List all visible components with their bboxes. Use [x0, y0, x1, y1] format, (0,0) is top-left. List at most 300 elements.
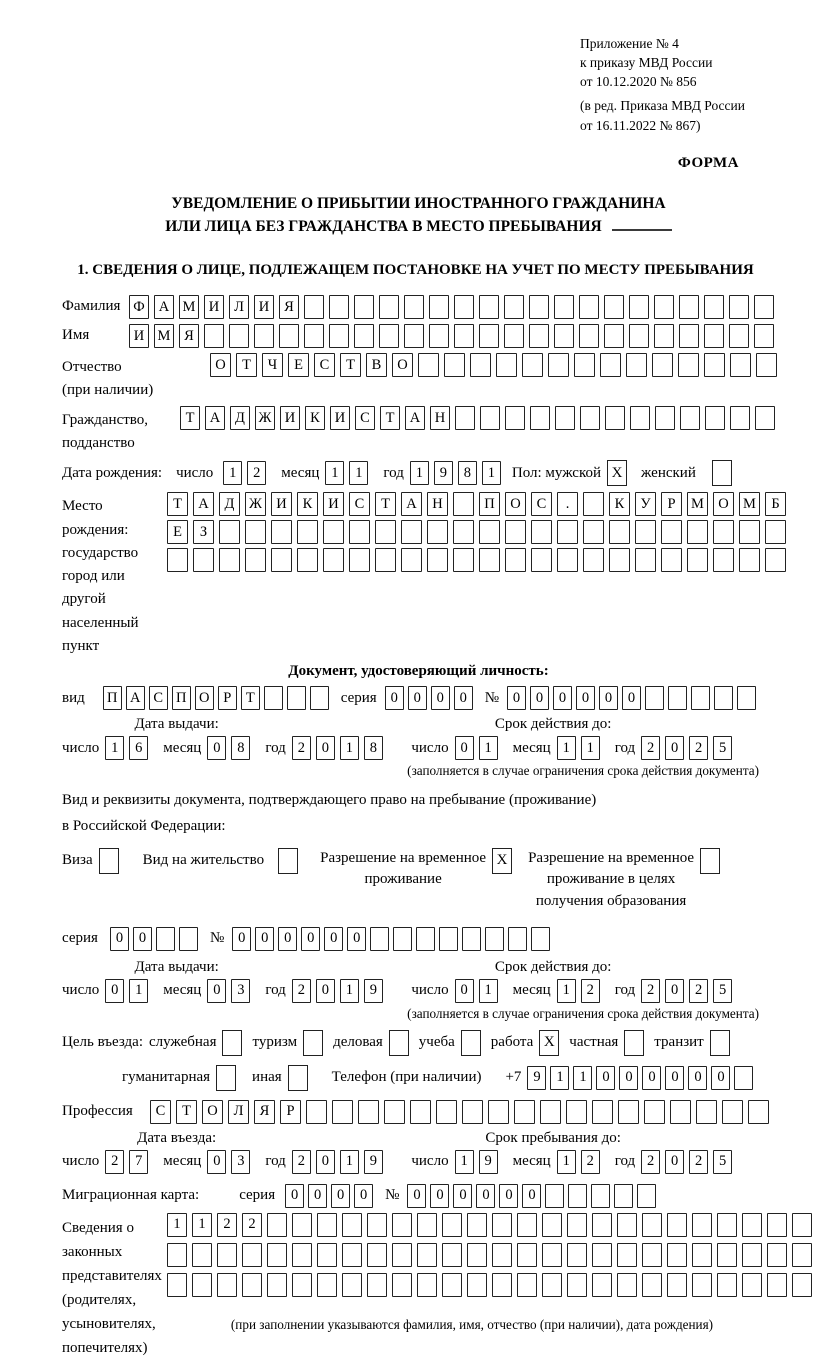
char-box[interactable]: Н — [430, 406, 450, 430]
char-box[interactable] — [467, 1243, 487, 1267]
char-box[interactable]: С — [149, 686, 168, 710]
char-box[interactable] — [292, 1273, 312, 1297]
char-box[interactable] — [642, 1213, 662, 1237]
purpose-tourism-checkbox[interactable] — [303, 1030, 323, 1056]
char-box[interactable]: М — [739, 492, 760, 516]
char-box[interactable] — [323, 548, 344, 572]
char-box[interactable]: 2 — [105, 1150, 124, 1174]
char-box[interactable] — [696, 1100, 717, 1124]
male-checkbox[interactable]: X — [607, 460, 627, 486]
char-box[interactable] — [317, 1243, 337, 1267]
char-box[interactable] — [635, 520, 656, 544]
char-box[interactable] — [600, 353, 621, 377]
char-box[interactable]: 0 — [316, 736, 335, 760]
char-box[interactable]: 0 — [454, 686, 473, 710]
char-box[interactable]: К — [297, 492, 318, 516]
char-box[interactable]: У — [635, 492, 656, 516]
char-box[interactable]: 1 — [340, 736, 359, 760]
char-box[interactable] — [568, 1184, 587, 1208]
char-box[interactable]: 9 — [364, 979, 383, 1003]
char-box[interactable] — [592, 1273, 612, 1297]
char-box[interactable] — [754, 295, 774, 319]
char-box[interactable] — [354, 324, 374, 348]
char-box[interactable]: 2 — [581, 1150, 600, 1174]
char-box[interactable]: 1 — [581, 736, 600, 760]
char-box[interactable]: А — [401, 492, 422, 516]
char-box[interactable] — [554, 324, 574, 348]
char-box[interactable] — [479, 295, 499, 319]
char-box[interactable] — [517, 1243, 537, 1267]
char-box[interactable]: 0 — [105, 979, 124, 1003]
char-box[interactable] — [453, 492, 474, 516]
char-box[interactable] — [375, 520, 396, 544]
char-box[interactable] — [557, 548, 578, 572]
char-box[interactable] — [531, 548, 552, 572]
char-box[interactable] — [292, 1243, 312, 1267]
char-box[interactable] — [617, 1273, 637, 1297]
char-box[interactable]: А — [193, 492, 214, 516]
char-box[interactable]: 2 — [247, 461, 266, 485]
char-box[interactable]: 0 — [499, 1184, 518, 1208]
purpose-work-checkbox[interactable]: X — [539, 1030, 559, 1056]
char-box[interactable]: 3 — [231, 1150, 250, 1174]
char-box[interactable]: 1 — [479, 736, 498, 760]
char-box[interactable]: 0 — [308, 1184, 327, 1208]
char-box[interactable] — [742, 1273, 762, 1297]
char-box[interactable] — [304, 324, 324, 348]
char-box[interactable]: 1 — [410, 461, 429, 485]
char-box[interactable] — [531, 520, 552, 544]
char-box[interactable] — [358, 1100, 379, 1124]
char-box[interactable] — [679, 324, 699, 348]
char-box[interactable] — [730, 406, 750, 430]
char-box[interactable] — [579, 295, 599, 319]
char-box[interactable] — [742, 1213, 762, 1237]
char-box[interactable]: 0 — [530, 686, 549, 710]
char-box[interactable] — [540, 1100, 561, 1124]
char-box[interactable] — [767, 1213, 787, 1237]
char-box[interactable] — [329, 324, 349, 348]
char-box[interactable] — [485, 927, 504, 951]
char-box[interactable] — [645, 686, 664, 710]
char-box[interactable] — [271, 520, 292, 544]
char-box[interactable] — [245, 520, 266, 544]
char-box[interactable]: 0 — [354, 1184, 373, 1208]
char-box[interactable] — [504, 295, 524, 319]
char-box[interactable]: 0 — [324, 927, 343, 951]
char-box[interactable] — [467, 1213, 487, 1237]
char-box[interactable] — [692, 1213, 712, 1237]
char-box[interactable]: 9 — [364, 1150, 383, 1174]
char-box[interactable]: 1 — [223, 461, 242, 485]
char-box[interactable]: 1 — [482, 461, 501, 485]
char-box[interactable] — [329, 295, 349, 319]
char-box[interactable] — [754, 324, 774, 348]
char-box[interactable] — [670, 1100, 691, 1124]
char-box[interactable]: 0 — [476, 1184, 495, 1208]
char-box[interactable] — [193, 548, 214, 572]
char-box[interactable]: 0 — [430, 1184, 449, 1208]
char-box[interactable] — [713, 548, 734, 572]
char-box[interactable] — [479, 520, 500, 544]
char-box[interactable] — [667, 1273, 687, 1297]
char-box[interactable] — [267, 1243, 287, 1267]
char-box[interactable]: М — [154, 324, 174, 348]
purpose-business-checkbox[interactable] — [389, 1030, 409, 1056]
char-box[interactable]: Е — [167, 520, 188, 544]
char-box[interactable]: Л — [228, 1100, 249, 1124]
char-box[interactable]: Б — [765, 492, 786, 516]
char-box[interactable] — [404, 295, 424, 319]
char-box[interactable] — [617, 1243, 637, 1267]
char-box[interactable] — [691, 686, 710, 710]
char-box[interactable] — [167, 1243, 187, 1267]
char-box[interactable]: 0 — [522, 1184, 541, 1208]
char-box[interactable]: 0 — [596, 1066, 615, 1090]
char-box[interactable] — [583, 492, 604, 516]
char-box[interactable] — [755, 406, 775, 430]
char-box[interactable]: 8 — [231, 736, 250, 760]
char-box[interactable]: 6 — [129, 736, 148, 760]
char-box[interactable] — [737, 686, 756, 710]
char-box[interactable] — [605, 406, 625, 430]
char-box[interactable] — [317, 1273, 337, 1297]
char-box[interactable] — [442, 1213, 462, 1237]
char-box[interactable] — [392, 1213, 412, 1237]
char-box[interactable] — [717, 1213, 737, 1237]
char-box[interactable]: П — [103, 686, 122, 710]
char-box[interactable] — [306, 1100, 327, 1124]
char-box[interactable] — [267, 1213, 287, 1237]
char-box[interactable] — [678, 353, 699, 377]
char-box[interactable] — [705, 406, 725, 430]
char-box[interactable] — [609, 520, 630, 544]
char-box[interactable]: Я — [254, 1100, 275, 1124]
purpose-other-checkbox[interactable] — [288, 1065, 308, 1091]
char-box[interactable] — [604, 295, 624, 319]
char-box[interactable] — [668, 686, 687, 710]
char-box[interactable]: 9 — [434, 461, 453, 485]
char-box[interactable] — [219, 548, 240, 572]
char-box[interactable] — [591, 1184, 610, 1208]
char-box[interactable]: 0 — [207, 1150, 226, 1174]
char-box[interactable] — [167, 548, 188, 572]
char-box[interactable]: 1 — [573, 1066, 592, 1090]
char-box[interactable] — [417, 1243, 437, 1267]
purpose-study-checkbox[interactable] — [461, 1030, 481, 1056]
char-box[interactable]: П — [172, 686, 191, 710]
char-box[interactable] — [729, 295, 749, 319]
char-box[interactable]: 1 — [105, 736, 124, 760]
char-box[interactable]: С — [349, 492, 370, 516]
char-box[interactable]: О — [505, 492, 526, 516]
char-box[interactable] — [404, 324, 424, 348]
char-box[interactable]: И — [129, 324, 149, 348]
char-box[interactable] — [554, 295, 574, 319]
char-box[interactable] — [542, 1213, 562, 1237]
char-box[interactable] — [630, 406, 650, 430]
char-box[interactable]: 1 — [325, 461, 344, 485]
char-box[interactable]: 1 — [349, 461, 368, 485]
female-checkbox[interactable] — [712, 460, 732, 486]
char-box[interactable]: А — [126, 686, 145, 710]
char-box[interactable]: Ф — [129, 295, 149, 319]
char-box[interactable]: 0 — [507, 686, 526, 710]
char-box[interactable]: 0 — [278, 927, 297, 951]
char-box[interactable] — [393, 927, 412, 951]
char-box[interactable] — [522, 353, 543, 377]
char-box[interactable]: А — [154, 295, 174, 319]
char-box[interactable] — [629, 295, 649, 319]
char-box[interactable] — [379, 324, 399, 348]
char-box[interactable]: М — [179, 295, 199, 319]
char-box[interactable] — [667, 1243, 687, 1267]
char-box[interactable] — [342, 1243, 362, 1267]
char-box[interactable] — [542, 1243, 562, 1267]
char-box[interactable] — [429, 295, 449, 319]
char-box[interactable]: О — [392, 353, 413, 377]
char-box[interactable] — [505, 520, 526, 544]
char-box[interactable] — [765, 548, 786, 572]
char-box[interactable]: 1 — [455, 1150, 474, 1174]
char-box[interactable] — [792, 1273, 812, 1297]
char-box[interactable]: 0 — [453, 1184, 472, 1208]
char-box[interactable]: 0 — [347, 927, 366, 951]
char-box[interactable] — [264, 686, 283, 710]
char-box[interactable]: 1 — [557, 736, 576, 760]
char-box[interactable] — [583, 520, 604, 544]
char-box[interactable] — [392, 1243, 412, 1267]
char-box[interactable]: 0 — [455, 979, 474, 1003]
char-box[interactable] — [401, 520, 422, 544]
char-box[interactable]: 0 — [207, 979, 226, 1003]
char-box[interactable] — [167, 1273, 187, 1297]
char-box[interactable] — [384, 1100, 405, 1124]
char-box[interactable] — [661, 548, 682, 572]
char-box[interactable] — [583, 548, 604, 572]
char-box[interactable] — [667, 1213, 687, 1237]
char-box[interactable] — [242, 1273, 262, 1297]
char-box[interactable]: 5 — [713, 1150, 732, 1174]
char-box[interactable]: 0 — [711, 1066, 730, 1090]
char-box[interactable]: . — [557, 492, 578, 516]
char-box[interactable] — [349, 548, 370, 572]
char-box[interactable] — [462, 1100, 483, 1124]
char-box[interactable] — [635, 548, 656, 572]
char-box[interactable] — [765, 520, 786, 544]
char-box[interactable] — [219, 520, 240, 544]
char-box[interactable] — [354, 295, 374, 319]
char-box[interactable] — [652, 353, 673, 377]
char-box[interactable]: 2 — [292, 736, 311, 760]
char-box[interactable] — [439, 927, 458, 951]
char-box[interactable] — [717, 1243, 737, 1267]
char-box[interactable] — [687, 548, 708, 572]
char-box[interactable] — [204, 324, 224, 348]
char-box[interactable]: Ж — [245, 492, 266, 516]
char-box[interactable]: 2 — [292, 979, 311, 1003]
char-box[interactable] — [654, 324, 674, 348]
char-box[interactable]: 9 — [527, 1066, 546, 1090]
char-box[interactable]: 2 — [689, 1150, 708, 1174]
char-box[interactable] — [580, 406, 600, 430]
char-box[interactable]: 0 — [665, 1150, 684, 1174]
char-box[interactable]: Н — [427, 492, 448, 516]
char-box[interactable]: Т — [176, 1100, 197, 1124]
char-box[interactable]: С — [150, 1100, 171, 1124]
char-box[interactable] — [427, 548, 448, 572]
char-box[interactable] — [279, 324, 299, 348]
char-box[interactable] — [592, 1243, 612, 1267]
char-box[interactable]: 8 — [364, 736, 383, 760]
char-box[interactable]: 9 — [479, 1150, 498, 1174]
char-box[interactable] — [367, 1273, 387, 1297]
char-box[interactable] — [418, 353, 439, 377]
char-box[interactable] — [455, 406, 475, 430]
char-box[interactable] — [655, 406, 675, 430]
char-box[interactable] — [722, 1100, 743, 1124]
char-box[interactable]: 0 — [316, 1150, 335, 1174]
char-box[interactable] — [287, 686, 306, 710]
char-box[interactable] — [401, 548, 422, 572]
char-box[interactable]: П — [479, 492, 500, 516]
char-box[interactable] — [453, 548, 474, 572]
char-box[interactable]: 1 — [192, 1213, 212, 1237]
char-box[interactable] — [192, 1243, 212, 1267]
char-box[interactable]: Л — [229, 295, 249, 319]
char-box[interactable] — [567, 1213, 587, 1237]
char-box[interactable]: 1 — [557, 1150, 576, 1174]
char-box[interactable] — [417, 1213, 437, 1237]
char-box[interactable] — [692, 1243, 712, 1267]
char-box[interactable] — [217, 1273, 237, 1297]
char-box[interactable] — [567, 1243, 587, 1267]
purpose-official-checkbox[interactable] — [222, 1030, 242, 1056]
char-box[interactable] — [367, 1213, 387, 1237]
char-box[interactable]: А — [405, 406, 425, 430]
char-box[interactable] — [618, 1100, 639, 1124]
char-box[interactable]: О — [195, 686, 214, 710]
char-box[interactable]: 0 — [665, 979, 684, 1003]
char-box[interactable] — [488, 1100, 509, 1124]
char-box[interactable]: Я — [279, 295, 299, 319]
char-box[interactable] — [332, 1100, 353, 1124]
char-box[interactable]: 2 — [641, 736, 660, 760]
char-box[interactable]: 2 — [689, 736, 708, 760]
char-box[interactable]: 0 — [642, 1066, 661, 1090]
char-box[interactable]: Ч — [262, 353, 283, 377]
char-box[interactable] — [317, 1213, 337, 1237]
char-box[interactable]: 1 — [129, 979, 148, 1003]
char-box[interactable]: О — [210, 353, 231, 377]
char-box[interactable] — [734, 1066, 753, 1090]
char-box[interactable] — [704, 295, 724, 319]
char-box[interactable] — [637, 1184, 656, 1208]
char-box[interactable] — [442, 1243, 462, 1267]
char-box[interactable]: С — [314, 353, 335, 377]
char-box[interactable]: Т — [340, 353, 361, 377]
char-box[interactable]: 0 — [599, 686, 618, 710]
char-box[interactable]: 0 — [385, 686, 404, 710]
char-box[interactable] — [349, 520, 370, 544]
char-box[interactable]: 0 — [316, 979, 335, 1003]
char-box[interactable] — [792, 1213, 812, 1237]
char-box[interactable] — [604, 324, 624, 348]
char-box[interactable] — [529, 324, 549, 348]
char-box[interactable] — [192, 1273, 212, 1297]
char-box[interactable]: 1 — [167, 1213, 187, 1237]
char-box[interactable] — [531, 927, 550, 951]
char-box[interactable] — [492, 1213, 512, 1237]
char-box[interactable]: А — [205, 406, 225, 430]
char-box[interactable]: 5 — [713, 979, 732, 1003]
char-box[interactable]: И — [271, 492, 292, 516]
char-box[interactable]: И — [323, 492, 344, 516]
char-box[interactable] — [739, 520, 760, 544]
char-box[interactable]: 1 — [479, 979, 498, 1003]
char-box[interactable] — [555, 406, 575, 430]
char-box[interactable] — [342, 1213, 362, 1237]
char-box[interactable] — [504, 324, 524, 348]
char-box[interactable]: 0 — [553, 686, 572, 710]
char-box[interactable] — [704, 324, 724, 348]
char-box[interactable] — [427, 520, 448, 544]
char-box[interactable] — [530, 406, 550, 430]
char-box[interactable] — [680, 406, 700, 430]
char-box[interactable] — [156, 927, 175, 951]
char-box[interactable]: В — [366, 353, 387, 377]
char-box[interactable] — [692, 1273, 712, 1297]
char-box[interactable] — [342, 1273, 362, 1297]
char-box[interactable]: Т — [375, 492, 396, 516]
char-box[interactable] — [323, 520, 344, 544]
char-box[interactable] — [454, 295, 474, 319]
char-box[interactable] — [454, 324, 474, 348]
char-box[interactable] — [557, 520, 578, 544]
char-box[interactable]: 7 — [129, 1150, 148, 1174]
char-box[interactable] — [271, 548, 292, 572]
char-box[interactable]: Ж — [255, 406, 275, 430]
char-box[interactable] — [217, 1243, 237, 1267]
char-box[interactable] — [416, 927, 435, 951]
char-box[interactable] — [566, 1100, 587, 1124]
char-box[interactable] — [545, 1184, 564, 1208]
char-box[interactable] — [792, 1243, 812, 1267]
char-box[interactable] — [297, 548, 318, 572]
char-box[interactable] — [505, 406, 525, 430]
char-box[interactable]: Р — [280, 1100, 301, 1124]
char-box[interactable] — [379, 295, 399, 319]
char-box[interactable]: 3 — [231, 979, 250, 1003]
char-box[interactable] — [462, 927, 481, 951]
char-box[interactable]: 2 — [641, 1150, 660, 1174]
char-box[interactable]: 0 — [301, 927, 320, 951]
char-box[interactable] — [717, 1273, 737, 1297]
char-box[interactable] — [687, 520, 708, 544]
char-box[interactable]: 2 — [217, 1213, 237, 1237]
char-box[interactable]: 0 — [455, 736, 474, 760]
char-box[interactable]: 1 — [340, 1150, 359, 1174]
char-box[interactable] — [505, 548, 526, 572]
char-box[interactable] — [629, 324, 649, 348]
char-box[interactable]: 5 — [713, 736, 732, 760]
char-box[interactable] — [444, 353, 465, 377]
char-box[interactable]: 0 — [665, 736, 684, 760]
char-box[interactable] — [767, 1273, 787, 1297]
char-box[interactable] — [453, 520, 474, 544]
char-box[interactable]: О — [713, 492, 734, 516]
char-box[interactable] — [704, 353, 725, 377]
